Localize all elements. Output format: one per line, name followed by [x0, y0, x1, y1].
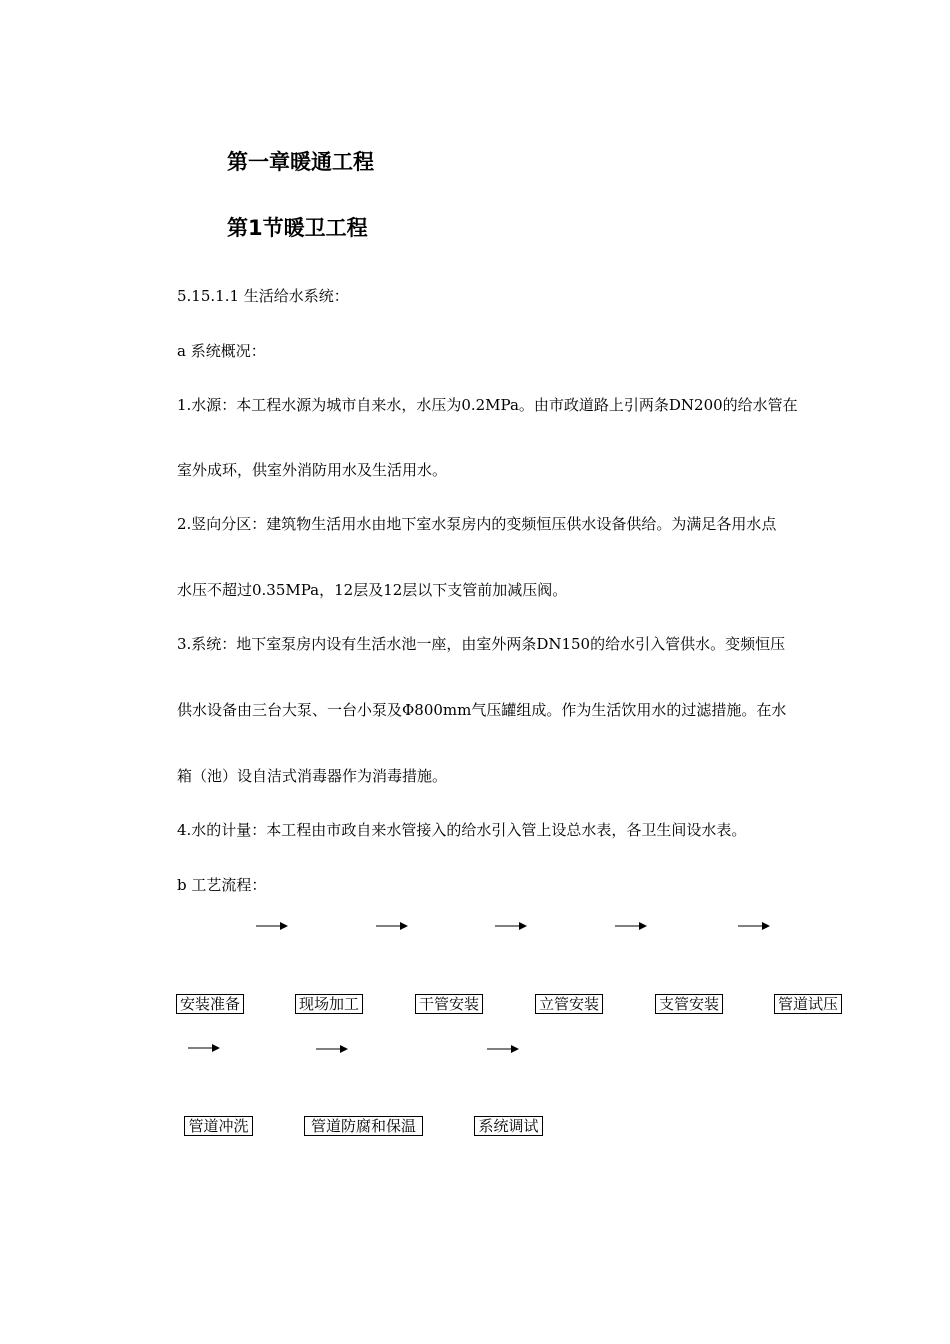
flow-step-box: 支管安装: [655, 994, 723, 1014]
item2-line2: 水压不超过0.35MPa，12层及12层以下支管前加减压阀。: [177, 581, 568, 599]
item4: 4.水的计量：本工程由市政自来水管接入的给水引入管上设总水表，各卫生间设水表。: [177, 821, 747, 839]
flow-step-box: 现场加工: [295, 994, 363, 1014]
flow-step-box: 安装准备: [176, 994, 244, 1014]
item1-line2: 室外成环，供室外消防用水及生活用水。: [177, 461, 448, 479]
section-title: 第1节暖卫工程: [227, 216, 368, 240]
flow-step-box: 管道冲洗: [184, 1116, 253, 1136]
item2-line1: 2.竖向分区：建筑物生活用水由地下室水泵房内的变频恒压供水设备供给。为满足各用水点: [177, 515, 777, 533]
flow-arrow-icon: [738, 922, 768, 930]
item3-line1: 3.系统：地下室泵房内设有生活水池一座，由室外两条DN150的给水引入管供水。变频恒压: [177, 635, 786, 653]
flow-step-box: 管道试压: [774, 994, 842, 1014]
part-b-heading: b 工艺流程：: [177, 876, 267, 894]
subsection-heading: 5.15.1.1 生活给水系统：: [177, 287, 349, 305]
chapter-title: 第一章暖通工程: [227, 150, 374, 174]
flow-step-box: 管道防腐和保温: [304, 1116, 423, 1136]
flow-arrow-icon: [188, 1044, 218, 1052]
flow-step-box: 系统调试: [474, 1116, 543, 1136]
flow-arrow-icon: [495, 922, 525, 930]
flow-arrow-icon: [615, 922, 645, 930]
part-a-heading: a 系统概况：: [177, 342, 266, 360]
flow-arrow-icon: [316, 1045, 346, 1053]
item1-line1: 1.水源：本工程水源为城市自来水，水压为0.2MPa。由市政道路上引两条DN200的给水管在: [177, 396, 798, 414]
flow-arrow-icon: [256, 922, 286, 930]
flow-step-box: 干管安装: [415, 994, 483, 1014]
item3-line3: 箱（池）设自洁式消毒器作为消毒措施。: [177, 767, 448, 785]
flow-step-box: 立管安装: [535, 994, 603, 1014]
flow-arrow-icon: [487, 1045, 517, 1053]
item3-line2: 供水设备由三台大泵、一台小泵及Φ800mm气压罐组成。作为生活饮用水的过滤措施。在水: [177, 701, 787, 719]
flow-arrow-icon: [376, 922, 406, 930]
